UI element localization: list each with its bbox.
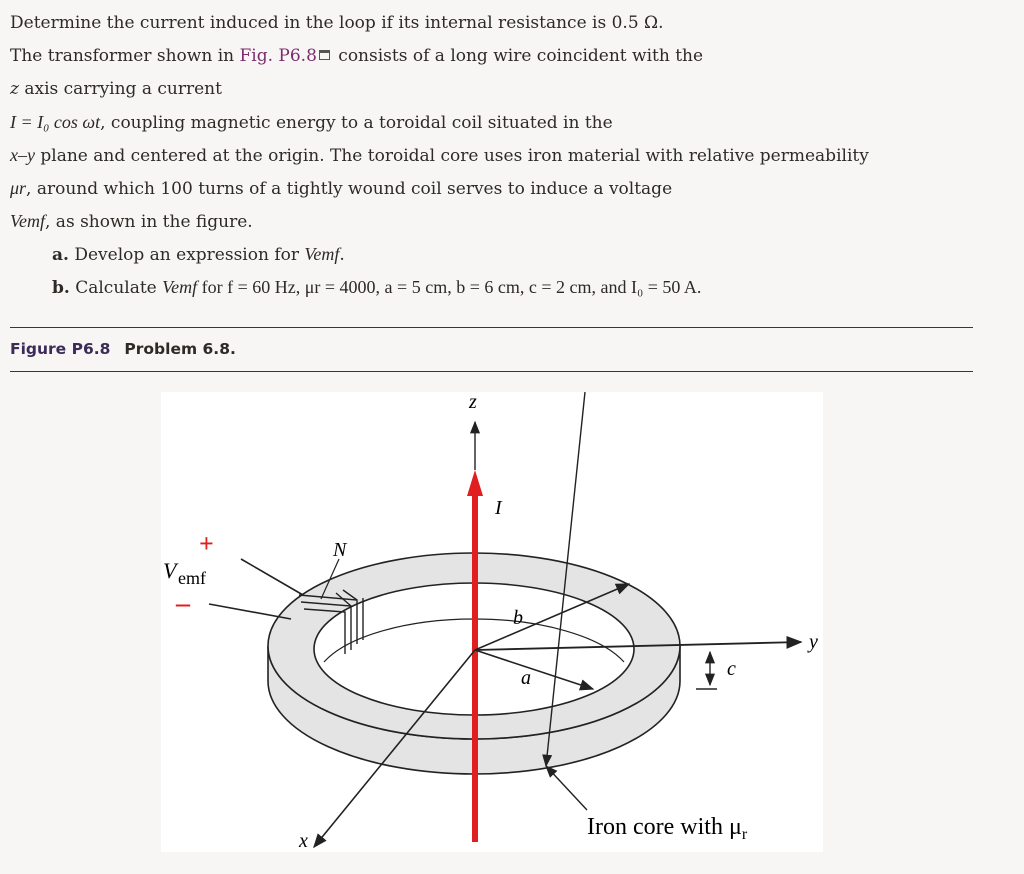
problem-line-2-b: consists of a long wire coincident with the: [332, 46, 704, 66]
n-label: N: [333, 539, 347, 561]
caption-bottom-rule: [10, 371, 973, 372]
coil-lead-bottom: [209, 604, 291, 619]
figure-caption-title: Problem 6.8.: [124, 340, 236, 358]
external-link-icon[interactable]: [319, 50, 330, 60]
problem-line-7: [10, 208, 1010, 241]
coil-lead-top: [241, 559, 303, 595]
problem-text: [10, 10, 1010, 307]
v-emf-label: V: [163, 558, 177, 583]
emf-subscript: emf: [178, 568, 206, 588]
problem-line-4: [10, 109, 1010, 142]
part-a: [10, 241, 1010, 274]
radius-b-arrow: [475, 584, 629, 650]
part-b-math: Vemf: [162, 277, 198, 297]
z-variable: z: [10, 79, 19, 99]
xy-plane: x–y: [10, 145, 35, 165]
current-equation: I = I₀ cos ωt: [10, 112, 101, 132]
iron-core-text: Iron core with μ: [587, 814, 742, 840]
problem-line-1-text: Determine the current induced in the loop if its internal resistance is 0.5 Ω.: [10, 13, 664, 33]
problem-line-6-rest: , around which 100 turns of a tightly wound coil serves to induce a voltage: [26, 179, 673, 199]
plus-sign: +: [199, 529, 214, 558]
toroid-diagram: [161, 392, 823, 852]
iron-core-label: [587, 814, 748, 843]
toroid-figure: [161, 392, 823, 852]
current-arrowhead: [467, 470, 483, 496]
problem-line-5-rest: plane and centered at the origin. The toroidal core uses iron material with relative permeability: [34, 146, 869, 166]
problem-line-2-a: The transformer shown in: [10, 46, 240, 66]
a-label: a: [521, 667, 531, 689]
problem-line-1: [10, 10, 1010, 43]
caption-top-rule: [10, 327, 973, 328]
problem-line-3: [10, 76, 1010, 109]
part-a-text: Develop an expression for: [74, 245, 305, 265]
part-b-text: Calculate: [75, 278, 163, 298]
minus-sign: –: [176, 588, 190, 619]
iron-core-sub: r: [741, 826, 748, 843]
mu-r: μr: [10, 178, 27, 198]
part-a-end: .: [339, 245, 345, 265]
figure-caption: [10, 340, 236, 358]
problem-line-5: [10, 142, 1010, 175]
problem-line-7-rest: , as shown in the figure.: [45, 212, 253, 232]
figure-caption-label: Figure P6.8: [10, 340, 111, 358]
figure-link[interactable]: Fig. P6.8: [239, 46, 317, 66]
radius-a-arrow: [475, 650, 593, 689]
current-label: I: [495, 497, 502, 519]
part-b: [10, 274, 1010, 307]
part-a-math: Vemf: [304, 244, 340, 264]
problem-line-4-rest: , coupling magnetic energy to a toroidal coil situated in the: [100, 113, 613, 133]
part-b-rest: for f = 60 Hz, μr = 4000, a = 5 cm, b = 6 cm, c = 2 cm, and I₀ = 50 A.: [197, 277, 702, 297]
x-axis-label: x: [299, 830, 308, 852]
v-emf: Vemf: [10, 211, 45, 231]
problem-line-6: [10, 175, 1010, 208]
part-b-label: b.: [52, 278, 70, 298]
problem-line-2: [10, 43, 1010, 76]
c-label: c: [727, 658, 736, 680]
part-a-label: a.: [52, 245, 69, 265]
problem-line-3-rest: axis carrying a current: [18, 79, 222, 99]
iron-core-pointer-line: [546, 766, 587, 810]
b-label: b: [513, 607, 523, 629]
y-axis-label: y: [809, 631, 818, 653]
z-axis-label: z: [469, 392, 477, 413]
